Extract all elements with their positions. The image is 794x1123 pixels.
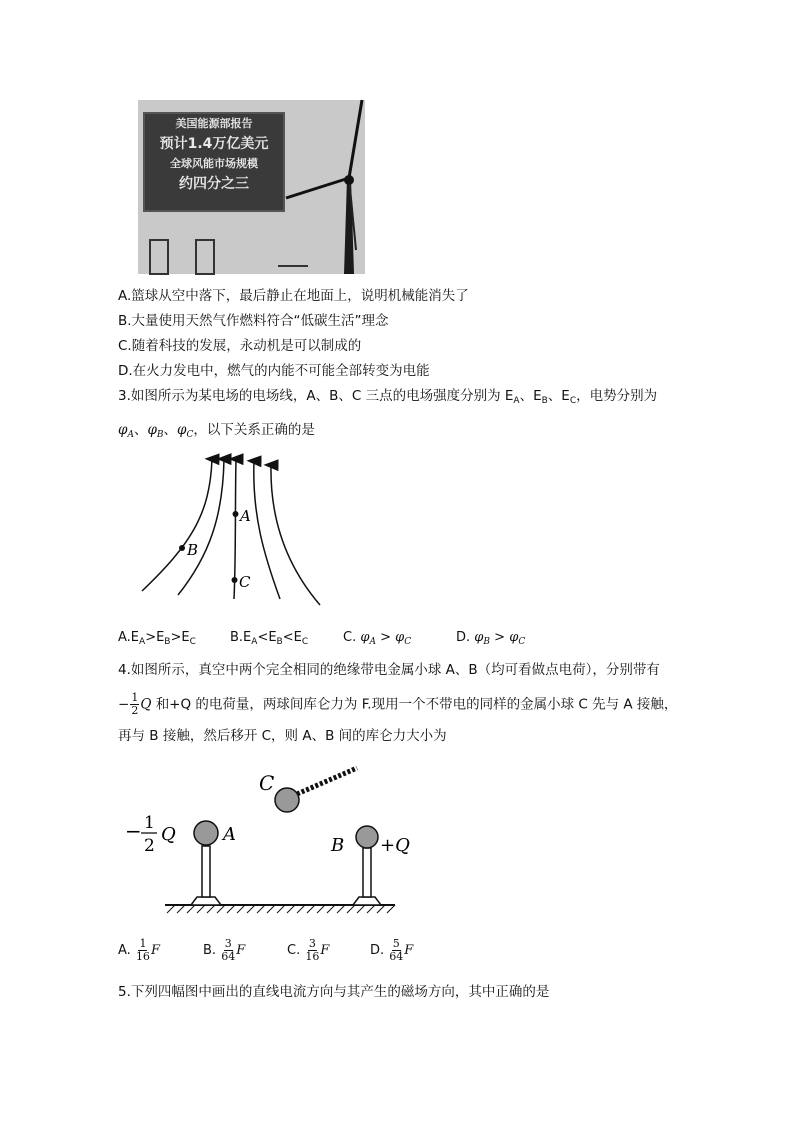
svg-text:1: 1 [144, 813, 155, 833]
q4-option-b[interactable]: B. $\frac{3}{64}$ F [203, 937, 246, 963]
billboard-line: 约四分之三 [179, 176, 249, 192]
turbine-drawing [138, 100, 365, 274]
q2-option-b: B.大量使用天然气作燃料符合“低碳生活”理念 [118, 313, 389, 329]
q4-option-a[interactable]: A. $\frac{1}{16}$ F [118, 937, 160, 963]
billboard-line: 预计1.4万亿美元 [159, 136, 269, 152]
q4-stem-line3: 再与 B 接触，然后移开 C，则 A、B 间的库仑力大小为 [118, 728, 447, 744]
charged-spheres-diagram [125, 760, 410, 915]
q3-stem-line2: $\varphi_A$、$\varphi_B$、$\varphi_C$，以下关系正确的是 [118, 422, 315, 440]
charge-b-label: +Q [380, 835, 410, 856]
q2-option-c: C.随着科技的发展，永动机是可以制成的 [118, 338, 362, 354]
q3-option-c[interactable]: C. $\varphi_A > \varphi_C$ [343, 630, 412, 647]
q4-option-c[interactable]: C. $\frac{3}{16}$ F [287, 937, 330, 963]
point-b-label: B [187, 541, 199, 559]
billboard-line: 全球风能市场规模 [170, 157, 258, 170]
q4-option-d[interactable]: D. $\frac{5}{64}$ F [370, 937, 414, 963]
q2-option-a: A.篮球从空中落下，最后静止在地面上，说明机械能消失了 [118, 288, 469, 304]
q5-stem: 5.下列四幅图中画出的直线电流方向与其产生的磁场方向，其中正确的是 [118, 984, 550, 1000]
point-c-label: C [239, 573, 251, 591]
q4-stem-line2: − $\frac{1}{2}$ Q 和+Q 的电荷量，两球间库仑力为 F.现用一个不带电的同样的金属小球 C 先与 A 接触， [118, 691, 678, 717]
sphere-b-label: B [331, 835, 345, 856]
point-a-label: A [240, 507, 251, 525]
electric-field-diagram [140, 455, 330, 613]
svg-text:Q: Q [161, 824, 176, 845]
q3-option-b[interactable]: $B.E_A<E_B<E_C$ [230, 630, 309, 647]
q3-stem-line1: 3.如图所示为某电场的电场线，A、B、C 三点的电场强度分别为 $E_A$、$E_B$、$E_C$，电势分别为 [118, 388, 658, 406]
sphere-a-label: A [223, 824, 236, 845]
q4-stem-line1: 4.如图所示，真空中两个完全相同的绝缘带电金属小球 A、B（均可看做点电荷），分别带有 [118, 662, 660, 678]
svg-text:−: − [125, 819, 142, 843]
billboard-line: 美国能源部报告 [175, 117, 253, 130]
wind-turbine-photo [138, 100, 365, 274]
q3-option-d[interactable]: D. $\varphi_B > \varphi_C$ [456, 630, 526, 647]
svg-text:2: 2 [144, 836, 155, 856]
q2-option-d: D.在火力发电中，燃气的内能不可能全部转变为电能 [118, 363, 430, 379]
sphere-c-label: C [259, 771, 275, 795]
q3-option-a[interactable]: $A.E_A>E_B>E_C$ [118, 630, 196, 647]
